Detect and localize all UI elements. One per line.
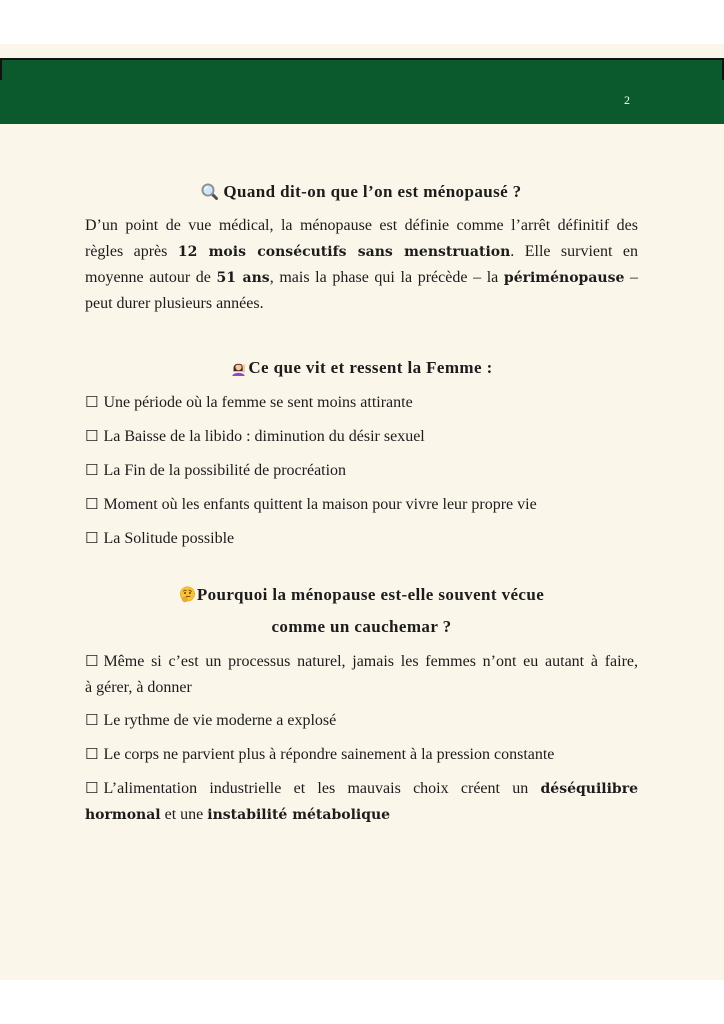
checkbox-glyph: ☐ bbox=[85, 529, 99, 547]
paragraph-line bbox=[85, 239, 638, 265]
text-run: Le corps ne parvient plus à répondre sainement à la pression constante bbox=[103, 746, 555, 763]
item-line bbox=[85, 675, 638, 701]
bold-text-run: hormonal bbox=[85, 807, 161, 823]
header-band-top-rule bbox=[0, 58, 724, 60]
section-heading bbox=[85, 179, 638, 205]
header-band bbox=[0, 58, 724, 124]
list-item bbox=[85, 741, 638, 768]
header-band-left-rule bbox=[0, 58, 2, 80]
item-text: La Fin de la possibilité de procréation bbox=[103, 462, 347, 479]
heading-text: Pourquoi la ménopause est-elle souvent vécue bbox=[196, 585, 545, 604]
list-item bbox=[85, 707, 638, 734]
bold-text-run: périménopause bbox=[503, 270, 625, 286]
text-run: – bbox=[624, 269, 639, 286]
paragraph-line bbox=[85, 265, 638, 291]
list-item bbox=[85, 423, 638, 450]
checkbox-glyph: ☐ bbox=[85, 652, 99, 670]
paragraph-line bbox=[85, 291, 638, 317]
text-run: moyenne autour de bbox=[85, 269, 217, 286]
section-heading bbox=[85, 355, 638, 381]
text-run: Le rythme de vie moderne a explosé bbox=[103, 712, 337, 729]
checkbox-glyph: ☐ bbox=[85, 461, 99, 479]
section-woman-experience bbox=[85, 355, 638, 552]
item-line bbox=[85, 775, 638, 802]
item-line bbox=[85, 648, 638, 675]
item-text: Une période où la femme se sent moins attirante bbox=[103, 394, 413, 411]
text-run: et une bbox=[160, 806, 208, 823]
text-run: règles après bbox=[85, 243, 178, 260]
bold-text-run: 51 ans bbox=[216, 270, 270, 286]
heading-line bbox=[85, 611, 638, 643]
bold-text-run: instabilité métabolique bbox=[207, 807, 391, 823]
text-run: peut durer plusieurs années. bbox=[85, 295, 264, 312]
section-menopause-definition bbox=[85, 179, 638, 317]
text-run: D’un point de vue médical, la ménopause est définie comme l’arrêt définitif des bbox=[85, 217, 638, 234]
checkbox-glyph: ☐ bbox=[85, 427, 99, 445]
heading-text: Quand dit-on que l’on est ménopausé ? bbox=[223, 182, 522, 201]
document-body bbox=[85, 179, 638, 828]
magnifying-glass-icon bbox=[201, 183, 218, 200]
text-run: à gérer, à donner bbox=[85, 679, 192, 696]
item-line bbox=[85, 741, 638, 768]
page-number: 2 bbox=[624, 93, 630, 107]
definition-paragraph bbox=[85, 213, 638, 317]
experience-checklist bbox=[85, 389, 638, 552]
item-line bbox=[85, 707, 638, 734]
list-item bbox=[85, 775, 638, 828]
text-run: L’alimentation industrielle et les mauvais choix créent un bbox=[103, 780, 541, 797]
item-text: La Baisse de la libido : diminution du désir sexuel bbox=[103, 428, 425, 445]
section-menopause-nightmare bbox=[85, 579, 638, 828]
text-run: . Elle survient en bbox=[510, 243, 638, 260]
heading-text: Ce que vit et ressent la Femme : bbox=[248, 358, 493, 377]
checkbox-glyph: ☐ bbox=[85, 393, 99, 411]
list-item bbox=[85, 389, 638, 416]
checkbox-glyph: ☐ bbox=[85, 495, 99, 513]
woman-gesturing-icon bbox=[230, 359, 247, 376]
item-text: Moment où les enfants quittent la maison pour vivre leur propre vie bbox=[103, 496, 537, 513]
paragraph-line bbox=[85, 213, 638, 239]
checkbox-glyph: ☐ bbox=[85, 779, 99, 797]
text-run: , mais la phase qui la précède – la bbox=[269, 269, 504, 286]
list-item bbox=[85, 457, 638, 484]
list-item bbox=[85, 648, 638, 701]
heading-text: comme un cauchemar ? bbox=[271, 617, 452, 636]
list-item bbox=[85, 525, 638, 552]
item-text: La Solitude possible bbox=[103, 530, 235, 547]
checkbox-glyph: ☐ bbox=[85, 711, 99, 729]
reasons-checklist bbox=[85, 648, 638, 828]
text-run: Même si c’est un processus naturel, jamais les femmes n’ont eu autant à faire, bbox=[103, 653, 638, 670]
bold-text-run: déséquilibre bbox=[540, 781, 638, 797]
section-heading bbox=[85, 579, 638, 643]
thinking-face-icon bbox=[179, 586, 196, 603]
item-line bbox=[85, 802, 638, 828]
bold-text-run: 12 mois consécutifs sans menstruation bbox=[177, 244, 511, 260]
list-item bbox=[85, 491, 638, 518]
heading-line bbox=[85, 579, 638, 611]
checkbox-glyph: ☐ bbox=[85, 745, 99, 763]
